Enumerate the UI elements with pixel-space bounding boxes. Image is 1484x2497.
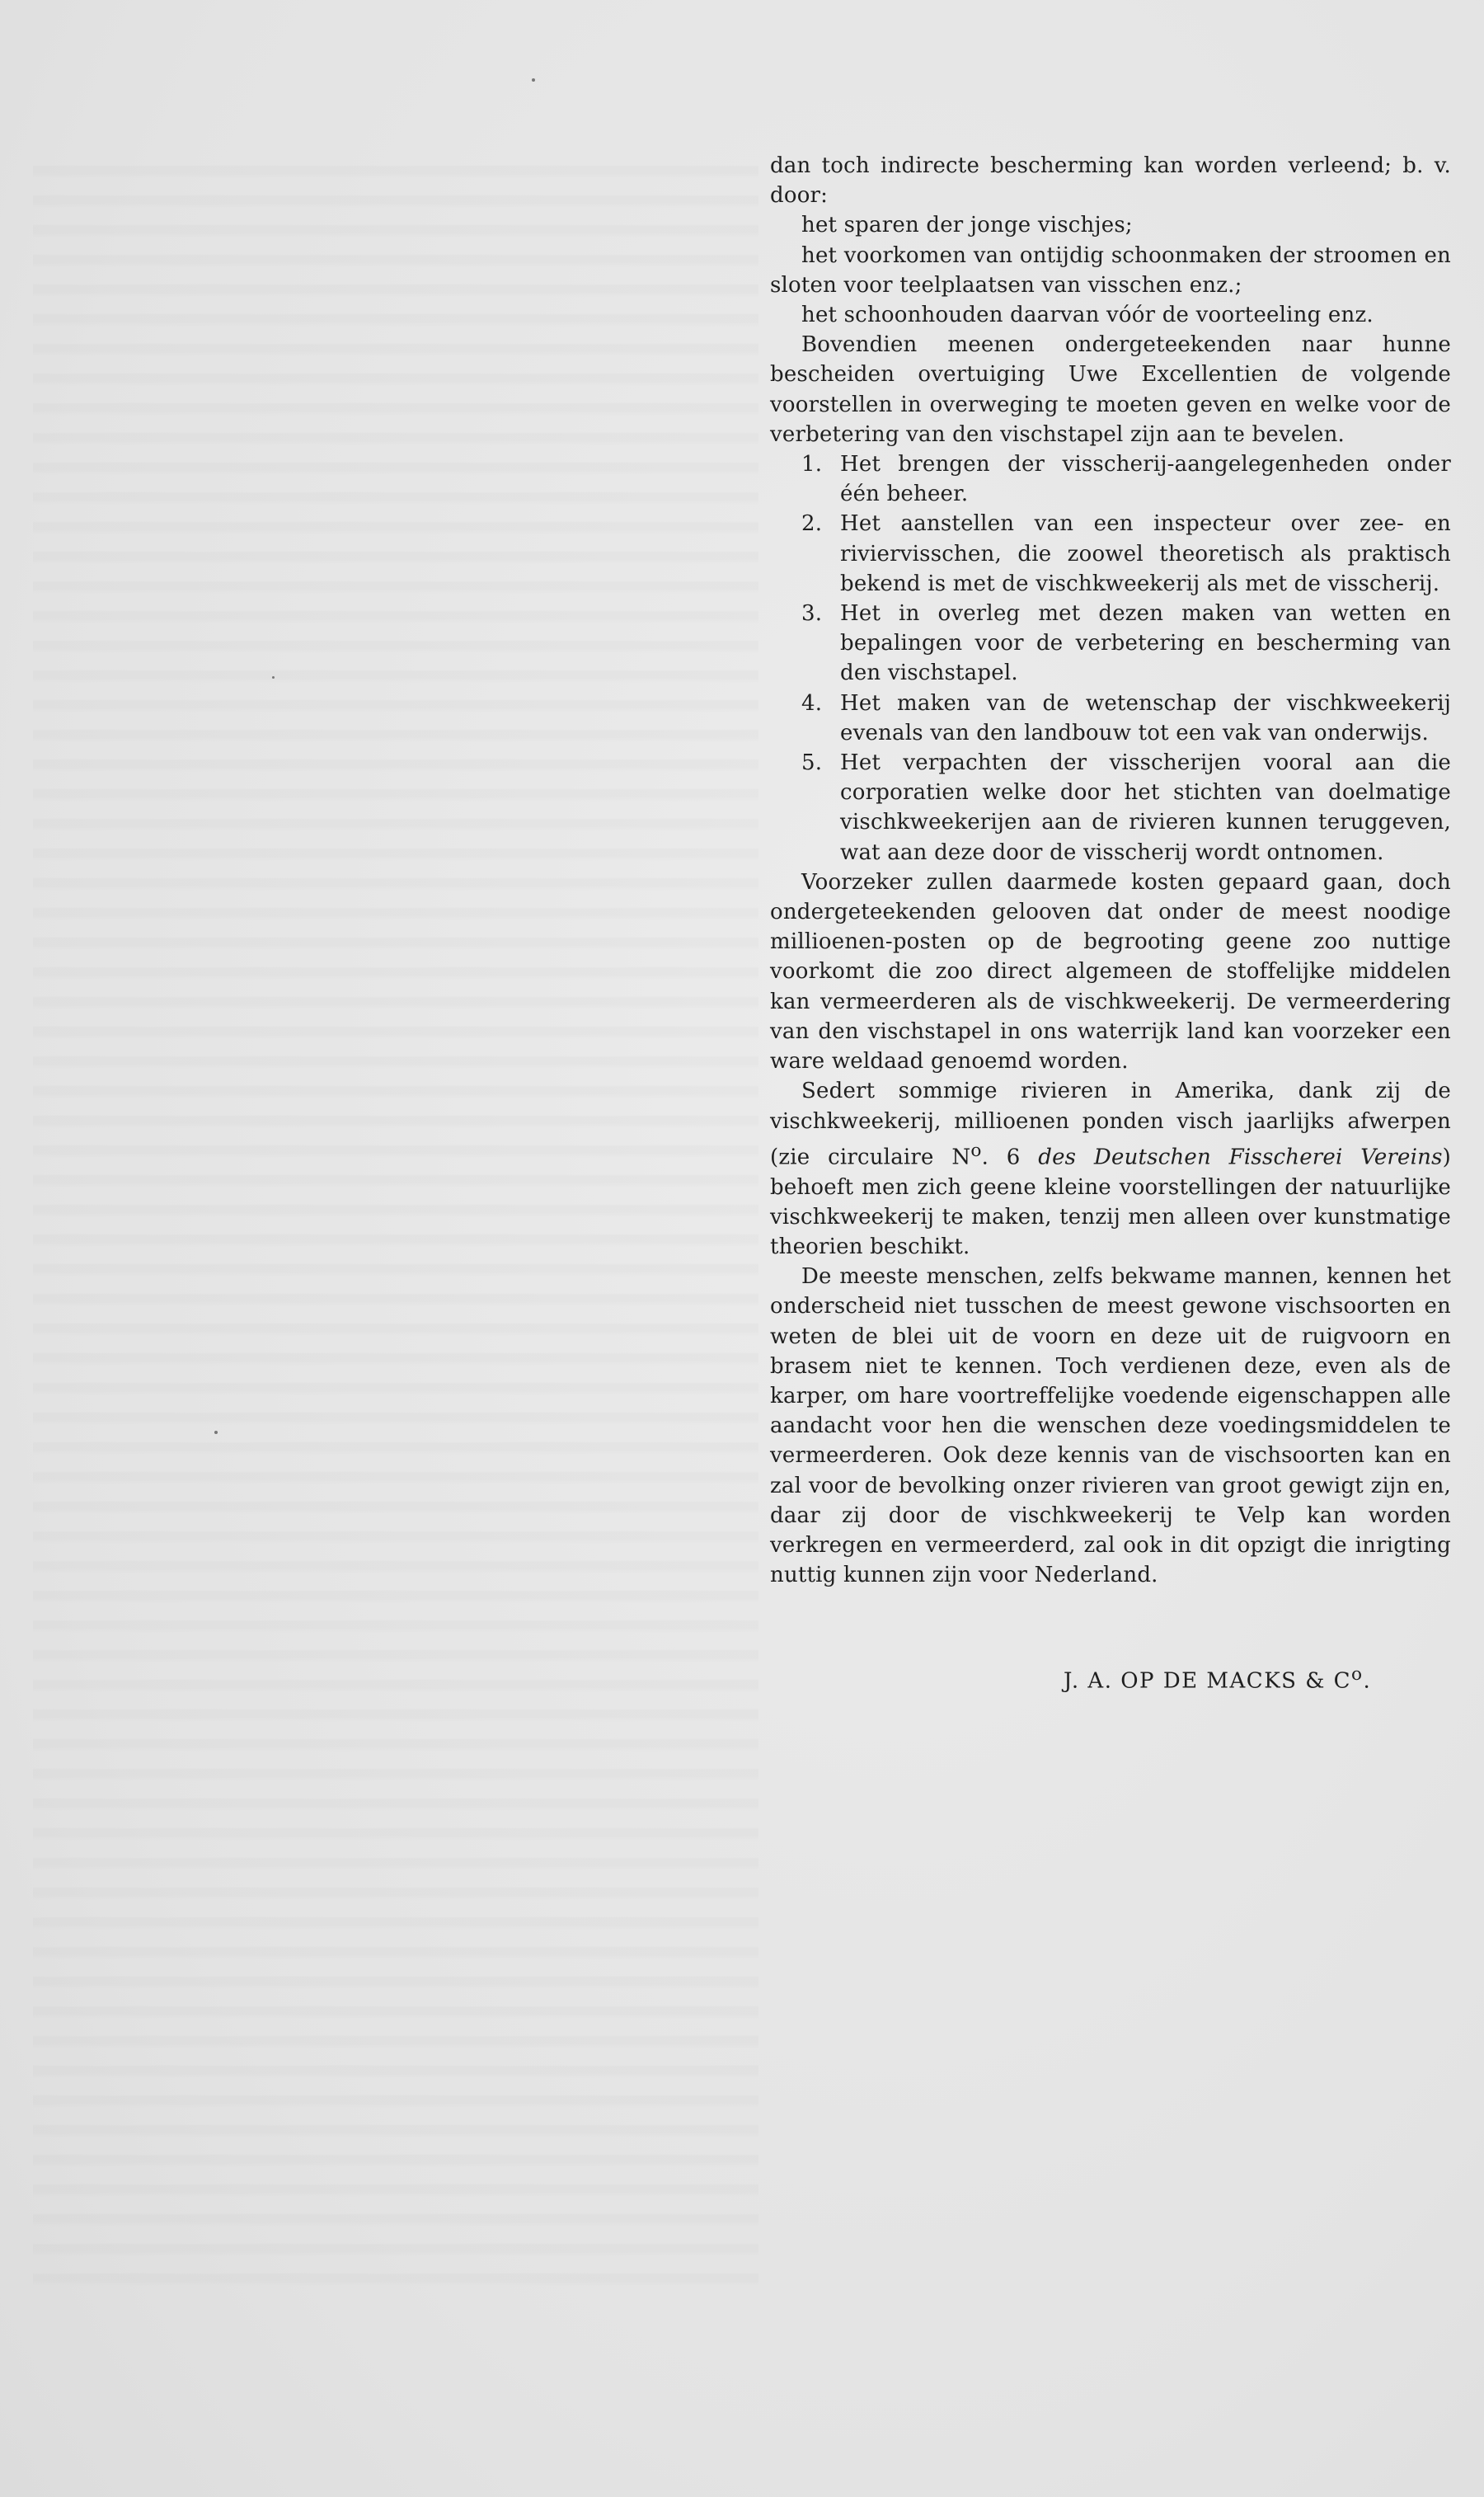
signature [1064,1664,1371,1694]
proposal-number: 5. [801,750,823,776]
proposal-number: 4. [801,690,823,716]
proposal-number: 2. [801,511,823,537]
proposal-item [770,599,1451,689]
america-paragraph [770,1076,1451,1262]
proposals-intro-paragraph: Bovendien meenen ondergeteekenden naar hunne bescheiden overtuiging Uwe Excellentien de volgende voorstellen in overweging te moeten geven en welke voor de verbetering van den vischstapel zijn aan te bevelen. [770,332,1451,447]
measure-young-fish: het sparen der jonge vischjes; [801,213,1133,238]
measure-cleaning: het voorkomen van ontijdig schoonmaken der stroomen en sloten voor teelplaatsen van visschen enz.; [770,242,1451,298]
paper-speck [214,1431,218,1434]
america-text-c: ) behoeft men zich geene kleine voorstellingen der natuurlijke vischkweekerij te maken, tenzij men alleen over kunstmatige theorien beschikt. [770,1145,1451,1259]
measure-keeping-clean: het schoonhouden daarvan vóór de voorteeling enz. [801,303,1374,328]
fish-knowledge-paragraph: De meeste menschen, zelfs bekwame mannen, kennen het onderscheid niet tusschen de meest gewone vischsoorten en weten de blei uit de voorn en deze uit de ruigvoorn en brasem niet te kennen. Toch verdienen deze, even als de karper, om hare voortreffelijke voedende eigenschappen alle aandacht voor hen die wenschen deze voedingsmiddelen te vermeerderen. Ook deze kennis van de vischsoorten kan en zal voor de bevolking onzer rivieren van groot gewigt zijn en, daar zij door de vischkweekerij te Velp kan worden verkregen en vermeerderd, zal ook in dit opzigt die inrigting nuttig kunnen zijn voor Nederland. [770,1264,1451,1588]
proposal-text: Het aanstellen van een inspecteur over zee- en riviervisschen, die zoowel theoretisch als praktisch bekend is met de vischkweekerij als met de visscherij. [840,511,1451,596]
body-text-column [770,151,1451,1590]
proposal-item [770,449,1451,509]
intro-paragraph: dan toch indirecte bescherming kan worden verleend; b. v. door: [770,153,1451,209]
proposal-item [770,509,1451,599]
proposal-item [770,748,1451,868]
proposal-text: Het brengen der visscherij-aangelegenheden onder één beheer. [840,452,1451,507]
costs-paragraph: Voorzeker zullen daarmede kosten gepaard gaan, doch ondergeteekenden gelooven dat onder de meest noodige millioenen-posten op de begrooting geene zoo nuttige voorkomt die zoo direct algemeen de stoffelijke middelen kan vermeerderen als de vischkweekerij. De vermeerdering van den vischstapel in ons waterrijk land kan voorzeker een ware weldaad genoemd worden. [770,869,1451,1075]
numero-superscript: o [970,1140,982,1161]
bleed-through-texture [33,148,758,2292]
proposal-text: Het maken van de wetenschap der vischkweekerij evenals van den landbouw tot een vak van onderwijs. [840,690,1451,745]
proposal-text: Het in overleg met dezen maken van wetten en bepalingen voor de verbetering en bescherming van den vischstapel. [840,601,1451,686]
society-name-italic: des Deutschen Fisscherei Vereins [1038,1145,1443,1170]
america-text-b: . 6 [981,1145,1039,1170]
paper-speck [532,78,535,82]
proposal-text: Het verpachten der visscherijen vooral aan die corporatien welke door het stichten van doelmatige vischkweekerijen aan de rivieren kunnen teruggeven, wat aan deze door de visscherij wordt ontnomen. [840,750,1451,865]
proposal-number: 3. [801,601,823,627]
proposals-list [770,449,1451,868]
paper-speck [272,676,275,679]
proposal-item [770,689,1451,748]
signature-name: J. A. OP DE MACKS & C [1064,1668,1351,1694]
signature-superscript: o [1351,1664,1364,1685]
america-text-a: Sedert sommige rivieren in Amerika, dank zij de vischkweekerij, millioenen ponden visch jaarlijks afwerpen (zie circulaire N [770,1079,1451,1170]
proposal-number: 1. [801,452,823,477]
signature-end: . [1363,1668,1372,1694]
